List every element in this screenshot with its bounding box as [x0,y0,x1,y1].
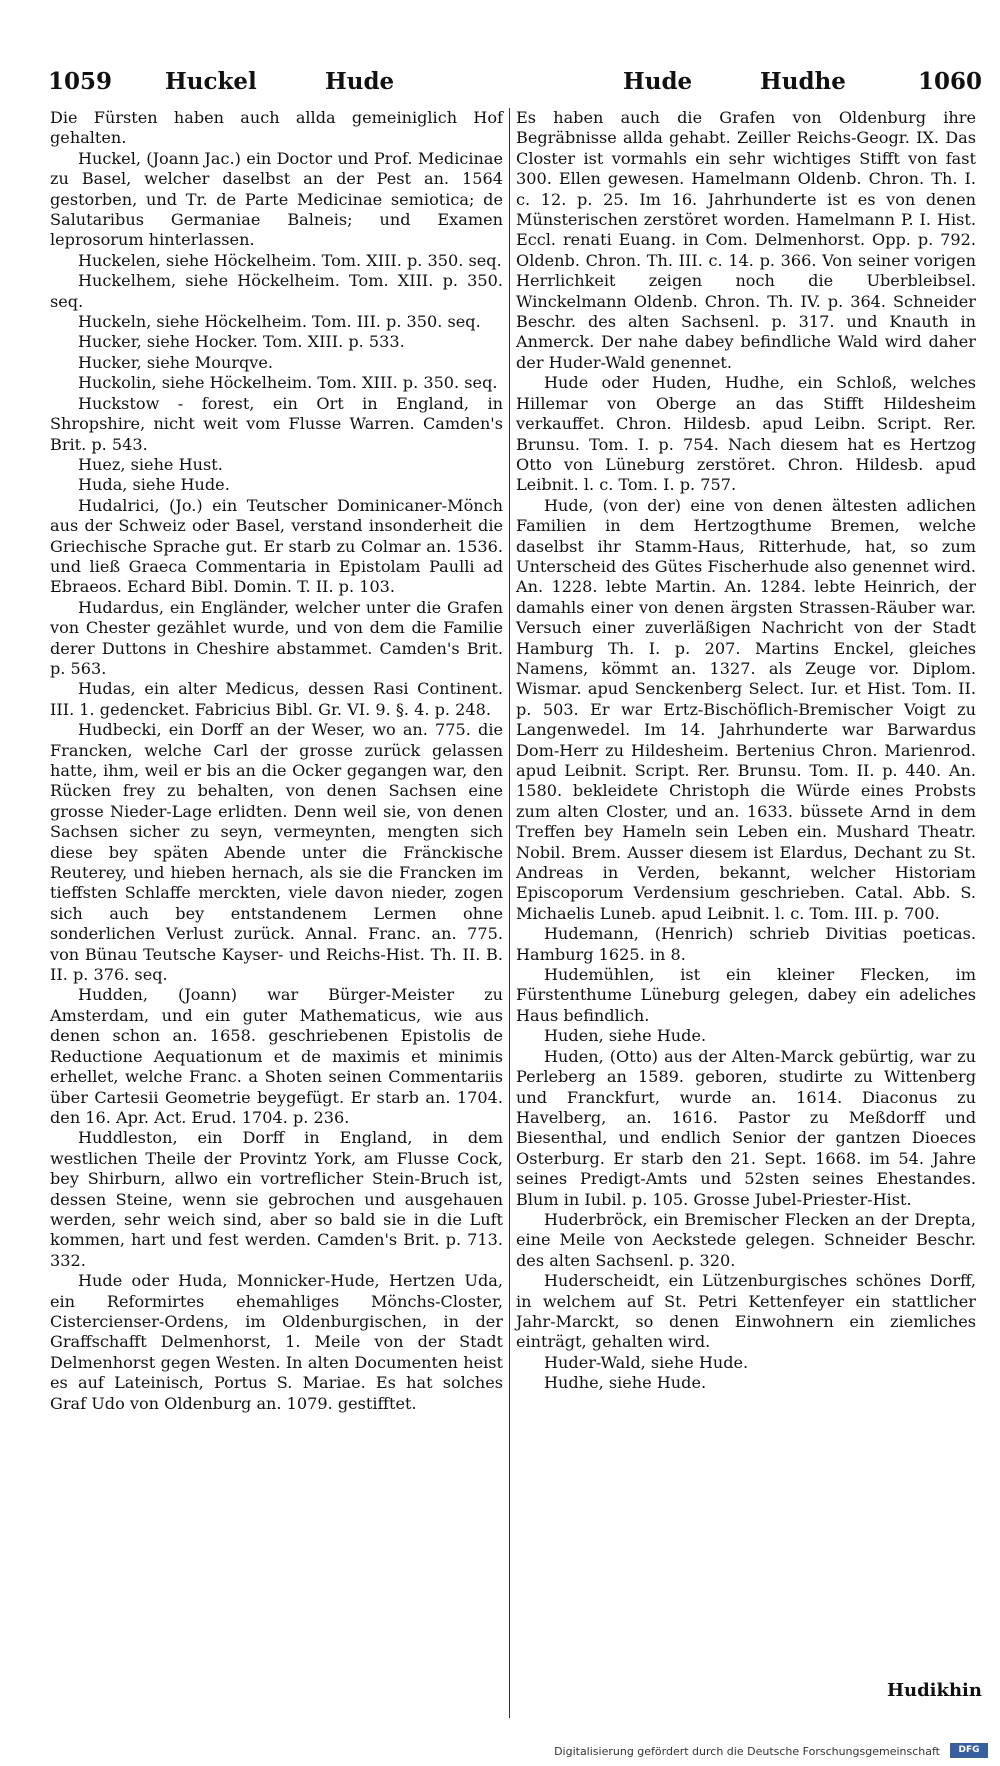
dictionary-entry: Huckelhem, siehe Höckelheim. Tom. XIII. p. 350. seq. [50,271,503,311]
dictionary-entry: Hudemühlen, ist ein kleiner Flecken, im Fürstenthume Lüneburg gelegen, dabey ein adeliches Haus befindlich. [516,965,976,1025]
dictionary-entry: Hudardus, ein Engländer, welcher unter die Grafen von Chester gezählet wurde, und von dem die Familie derer Duttons in Cheshire abstammet. Camden's Brit. p. 563. [50,597,503,678]
page-number-right: 1060 [917,68,982,95]
page-header [0,60,1000,100]
dictionary-entry: Huderbröck, ein Bremischer Flecken an der Drepta, eine Meile von Aeckstede gelegen. Schneider Beschr. des alten Sachsenl. p. 320. [516,1209,976,1270]
page-number-left: 1059 [48,68,113,95]
dictionary-entry: Huden, siehe Hude. [544,1026,707,1046]
dictionary-entry: Huckel, (Joann Jac.) ein Doctor und Prof. Medicinae zu Basel, welcher daselbst an der Pest an. 1564 gestorben, und Tr. de Parte Medicinae semiotica; de Salutaribus Germaniae Balneis; und Examen leprosorum hinterlassen. [50,148,503,250]
dictionary-entry: Hudas, ein alter Medicus, dessen Rasi Continent. III. 1. gedencket. Fabricius Bibl. Gr. VI. 9. §. 4. p. 248. [50,679,503,719]
dictionary-entry: Hude oder Huden, Hudhe, ein Schloß, welches Hillemar von Oberge an das Stifft Hildesheim verkauffet. Chron. Hildesb. apud Leibn. Script. Rer. Brunsu. Tom. I. p. 754. Nach diesem hat es Hertzog Otto von Lüneburg zerstöret. Chron. Hildesb. apud Leibnit. l. c. Tom. I. p. 757. [516,373,976,495]
dictionary-entry: Huda, siehe Hude. [78,475,230,495]
dictionary-entry: Hudalrici, (Jo.) ein Teutscher Dominicaner-Mönch aus der Schweiz oder Basel, verstand insonderheit die Griechische Sprache gut. Er starb zu Colmar an. 1536. und ließ Graeca Commentaria in Epistolam Paulli ad Ebraeos. Echard Bibl. Domin. T. II. p. 103. [50,495,503,597]
dfg-logo: DFG [950,1743,988,1758]
dictionary-entry: Hucker, siehe Hocker. Tom. XIII. p. 533. [78,332,405,352]
left-column [50,108,503,1414]
catchword: Hudikhin [886,1680,982,1701]
dictionary-entry: Hudbecki, ein Dorff an der Weser, wo an. 775. die Francken, welche Carl der grosse zurück gelassen hatte, ihm, weil er bis an die Ocker gegangen war, den Rücken frey zu behalten, von denen Sachsen eine grosse Nieder-Lage erlidten. Denn weil sie, von denen Sachsen sicher zu seyn, vermeynten, mengten sich diese bey späten Abende unter die Fränckische Reuterey, und hieben hernach, als sie die Francken im tieffsten Schlaffe merckten, viele davon nieder, zogen sich auch bey entstandenem Lermen ohne sonderlichen Verlust zurück. Annal. Franc. an. 775. von Bünau Teutsche Kayser- und Reichs-Hist. Th. II. B. II. p. 376. seq. [50,720,503,985]
running-head-right-2: Hudhe [760,68,846,95]
dictionary-entry: Hude, (von der) eine von denen ältesten adlichen Familien in dem Hertzogthume Bremen, welche daselbst ihr Stamm-Haus, Ritterhude, hat, so zum Unterscheid des Gütes Fischerhude also genennet wird. An. 1228. lebte Martin. An. 1284. lebte Heinrich, der damahls einer von denen ärgsten Strassen-Räuber war. Versuch einer zuverläßigen Nachricht von der Stadt Hamburg Th. I. p. 207. Martins Enckel, gleiches Namens, kömmt an. 1327. als Zeuge vor. Diplom. Wismar. apud Senckenberg Select. Iur. et Hist. Tom. II. p. 503. Er war Ertz-Bischöflich-Bremischer Voigt zu Langenwedel. Im 14. Jahrhunderte war Barwardus Dom-Herr zu Hildesheim. Bertenius Chron. Marienrod. apud Leibnit. Script. Rer. Brunsu. Tom. II. p. 440. An. 1580. bekleidete Christoph die Würde eines Probsts zum alten Closter, und an. 1633. büssete Arnd in dem Treffen bey Hameln sein Leben ein. Mushard Theatr. Nobil. Brem. Ausser diesem ist Elardus, Dechant zu St. Andreas in Verden, bekannt, welcher Historiam Episcoporum Verdensium geschrieben. Catal. Abb. S. Michaelis Luneb. apud Leibnit. l. c. Tom. III. p. 700. [516,495,976,923]
dictionary-entry: Huckelen, siehe Höckelheim. Tom. XIII. p. 350. seq. [78,250,502,270]
dictionary-entry: Die Fürsten haben auch allda gemeiniglich Hof gehalten. [50,108,503,148]
dictionary-entry: Hude oder Huda, Monnicker-Hude, Hertzen Uda, ein Reformirtes ehemahliges Mönchs-Closter, Cistercienser-Ordens, im Oldenburgischen, in der Graffschafft Delmenhorst, 1. Meile von der Stadt Delmenhorst gegen Westen. In alten Documenten heist es auf Lateinisch, Portus S. Mariae. Es hat solches Graf Udo von Oldenburg an. 1079. gestifftet. [50,1271,503,1413]
running-head-left-1: Huckel [165,68,257,95]
dictionary-entry: Huder-Wald, siehe Hude. [544,1352,749,1372]
running-head-right-1: Hude [623,68,693,95]
dictionary-entry: Hucker, siehe Mourqve. [78,352,274,372]
dictionary-entry: Huckolin, siehe Höckelheim. Tom. XIII. p. 350. seq. [78,373,498,393]
digitization-credit: Digitalisierung gefördert durch die Deutsche Forschungsgemeinschaft [554,1745,940,1758]
dictionary-entry: Huddleston, ein Dorff in England, in dem westlichen Theile der Provintz York, am Flusse Cock, bey Shirburn, allwo ein vortreflicher Stein-Bruch ist, dessen Steine, wenn sie gebrochen und ausgehauen werden, sehr weich sind, aber so bald sie in die Luft kommen, hart und fest werden. Camden's Brit. p. 713. 332. [50,1128,503,1270]
dictionary-entry: Huckeln, siehe Höckelheim. Tom. III. p. 350. seq. [78,312,481,332]
dictionary-entry: Huden, (Otto) aus der Alten-Marck gebürtig, war zu Perleberg an 1589. geboren, studirte zu Wittenberg und Franckfurt, wurde an. 1614. Diaconus zu Havelberg, an. 1616. Pastor zu Meßdorff und Biesenthal, und endlich Senior der gantzen Dioeces Osterburg. Er starb den 21. Sept. 1668. im 54. Jahre seines Predigt-Amts und 52sten seines Ehestandes. Blum in Iubil. p. 105. Grosse Jubel-Priester-Hist. [516,1046,976,1209]
dictionary-entry: Hudden, (Joann) war Bürger-Meister zu Amsterdam, und ein guter Mathematicus, wie aus denen schon an. 1658. geschriebenen Epistolis de Reductione Aequationum et de maximis et minimis erhellet, welche Franc. a Shoten seinen Commentariis über Cartesii Geometrie beygefügt. Er starb an. 1704. den 16. Apr. Act. Erud. 1704. p. 236. [50,985,503,1127]
dictionary-entry: Hudemann, (Henrich) schrieb Divitias poeticas. Hamburg 1625. in 8. [516,924,976,964]
dictionary-entry: Huderscheidt, ein Lützenburgisches schönes Dorff, in welchem auf St. Petri Kettenfeyer ein stattlicher Jahr-Marckt, so denen Einwohnern ein ziemliches einträgt, gehalten wird. [516,1271,976,1352]
dictionary-entry: Huez, siehe Hust. [78,454,223,474]
dictionary-entry: Hudhe, siehe Hude. [544,1373,707,1393]
dictionary-entry: Huckstow - forest, ein Ort in England, in Shropshire, nicht weit vom Flusse Warren. Camden's Brit. p. 543. [50,393,503,454]
running-head-left-2: Hude [325,68,395,95]
dictionary-entry: Es haben auch die Grafen von Oldenburg ihre Begräbnisse allda gehabt. Zeiller Reichs-Geogr. IX. Das Closter ist vormahls ein sehr wichtiges Stifft von fast 300. Ellen gewesen. Hamelmann Oldenb. Chron. Th. I. c. 12. p. 25. Im 16. Jahrhunderte ist es von denen Münsterischen zerstöret worden. Hamelmann P. I. Hist. Eccl. renati Euang. in Com. Delmenhorst. Opp. p. 792. Oldenb. Chron. Th. III. c. 14. p. 366. Von seiner vorigen Herrlichkeit zeigen noch die Uberbleibsel. Winckelmann Oldenb. Chron. Th. IV. p. 364. Schneider Beschr. des alten Sachsenl. p. 317. und Knauth in Anmerck. Der nahe dabey befindliche Wald wird daher der Huder-Wald genennet. [516,108,976,372]
column-divider [509,108,510,1718]
right-column [516,108,976,1394]
